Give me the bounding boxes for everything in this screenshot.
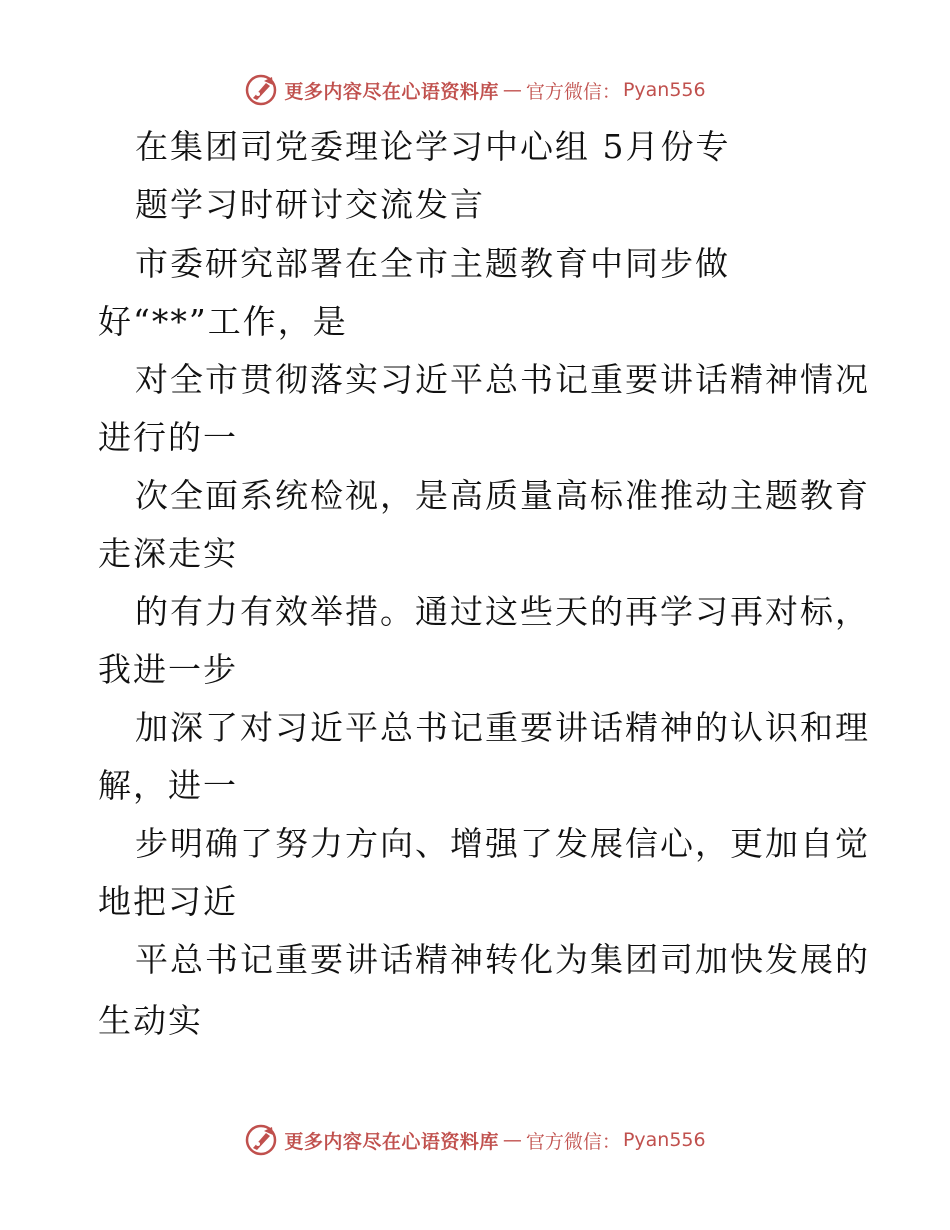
doc-line: 加深了对习近平总书记重要讲话精神的认识和理 bbox=[135, 708, 870, 747]
doc-title-line-1: 在集团司党委理论学习中心组 5月份专 bbox=[135, 127, 731, 166]
banner-separator: — bbox=[502, 79, 522, 101]
banner-contact-label: 官方微信： bbox=[525, 80, 621, 103]
pen-nib-circle-icon bbox=[244, 1123, 278, 1157]
doc-line: 对全市贯彻落实习近平总书记重要讲话精神情况 bbox=[135, 360, 870, 399]
doc-title-line-2: 题学习时研讨交流发言 bbox=[135, 185, 485, 224]
doc-line: 生动实 bbox=[98, 1001, 203, 1040]
doc-line: 的有力有效举措。通过这些天的再学习再对标， bbox=[135, 592, 870, 631]
doc-line: 市委研究部署在全市主题教育中同步做 bbox=[135, 244, 730, 283]
doc-line: 地把习近 bbox=[98, 882, 238, 921]
footer-watermark-banner bbox=[0, 1120, 950, 1160]
doc-line: 次全面系统检视，是高质量高标准推动主题教育 bbox=[135, 476, 870, 515]
doc-line: 步明确了努力方向、增强了发展信心，更加自觉 bbox=[135, 824, 870, 863]
doc-line: 平总书记重要讲话精神转化为集团司加快发展的 bbox=[135, 940, 870, 979]
doc-line: 解，进一 bbox=[98, 766, 238, 805]
banner-main-text: 更多内容尽在心语资料库 bbox=[284, 1130, 499, 1153]
banner-contact-id: Pyan556 bbox=[622, 79, 706, 101]
doc-line: 好“**”工作，是 bbox=[98, 302, 348, 341]
banner-main-text: 更多内容尽在心语资料库 bbox=[284, 80, 499, 103]
doc-line: 我进一步 bbox=[98, 650, 238, 689]
banner-contact-label: 官方微信： bbox=[525, 1130, 621, 1153]
doc-line: 进行的一 bbox=[98, 418, 238, 457]
banner-separator: — bbox=[502, 1129, 522, 1151]
banner-contact-id: Pyan556 bbox=[622, 1129, 706, 1151]
doc-line: 走深走实 bbox=[98, 534, 238, 573]
